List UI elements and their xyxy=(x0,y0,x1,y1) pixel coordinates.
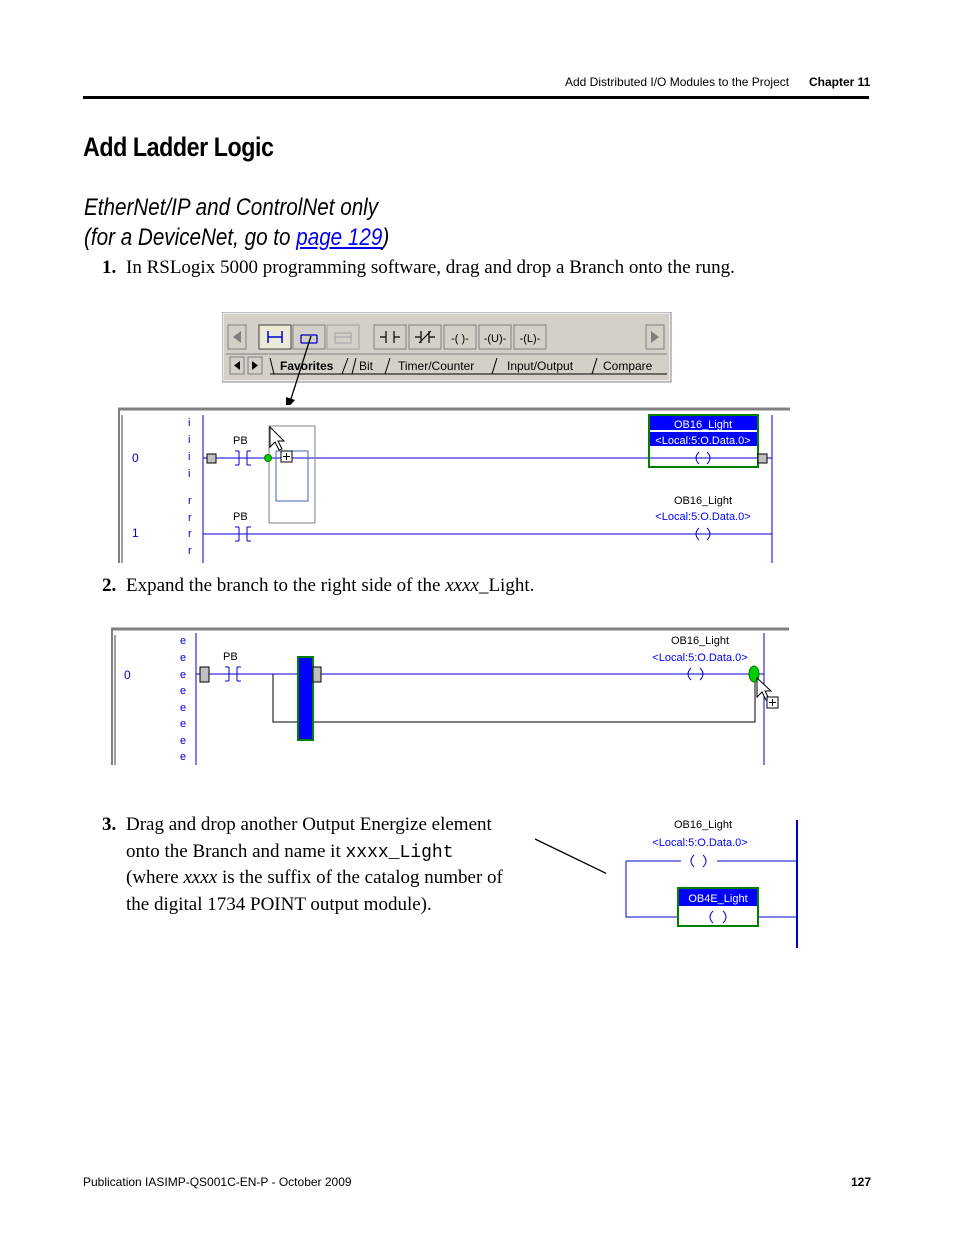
rung-number-0: 0 xyxy=(124,668,131,682)
rail-letter: e xyxy=(180,635,187,647)
step-number: 3. xyxy=(102,814,117,835)
rail-letter: i xyxy=(188,434,191,446)
output-address-selected: <Local:5:O.Data.0> xyxy=(655,435,751,447)
rail-letter: r xyxy=(188,545,192,557)
ladder-editor-2 xyxy=(111,625,789,765)
otl-icon: -(U)- xyxy=(483,333,507,345)
output-tag: OB16_Light xyxy=(673,819,733,831)
xio-button[interactable] xyxy=(409,325,441,349)
page-number: 127 xyxy=(851,1175,872,1189)
rail-letter: r xyxy=(188,528,192,540)
otu-button[interactable] xyxy=(479,325,511,349)
rail-letter: e xyxy=(180,652,187,664)
step-2 xyxy=(102,572,822,600)
subtitle-suffix: ) xyxy=(382,224,390,251)
header-rule xyxy=(83,96,869,99)
rail-letter: e xyxy=(180,685,187,697)
step-3 xyxy=(102,811,572,921)
output-tag: OB16_Light xyxy=(670,635,730,647)
output-address: <Local:5:O.Data.0> xyxy=(655,511,751,523)
running-header-section: Add Distributed I/O Modules to the Project xyxy=(565,75,790,89)
step-text-line3: (where xxxx is the suffix of the catalog number of xyxy=(126,867,503,888)
rail-letter: i xyxy=(188,451,191,463)
tab-scroll-left[interactable] xyxy=(230,357,244,374)
subtitle-line2 xyxy=(84,224,389,252)
rail-letter: e xyxy=(180,702,187,714)
step-text-line1: Drag and drop another Output Energize element xyxy=(126,814,492,835)
otu-icon: -(L)- xyxy=(519,333,541,345)
tab-bit[interactable]: Bit xyxy=(359,359,374,373)
new-output-tag[interactable]: OB4E_Light xyxy=(688,893,748,905)
output-tag-selected[interactable]: OB16_Light xyxy=(673,419,733,431)
output-address: <Local:5:O.Data.0> xyxy=(652,837,748,849)
toolbar-scroll-right[interactable] xyxy=(646,325,664,349)
selected-branch[interactable] xyxy=(298,657,313,740)
code-tag-name: xxxx_Light xyxy=(345,843,454,863)
rail-letter: e xyxy=(180,751,187,763)
tab-compare[interactable]: Compare xyxy=(603,359,653,373)
page-link[interactable]: page 129 xyxy=(296,224,383,251)
tab-timer-counter[interactable]: Timer/Counter xyxy=(398,359,475,373)
rail-letter: e xyxy=(180,735,187,747)
page-title: Add Ladder Logic xyxy=(83,132,274,162)
rail-letter: i xyxy=(188,468,191,480)
step-text-line4: the digital 1734 POINT output module). xyxy=(126,894,432,915)
rail-letter: e xyxy=(180,669,187,681)
subtitle-line1: EtherNet/IP and ControlNet only xyxy=(84,194,379,221)
drag-arrow-1 xyxy=(280,334,320,414)
step-number: 2. xyxy=(102,575,117,596)
step-text: In RSLogix 5000 programming software, drag and drop a Branch onto the rung. xyxy=(126,257,735,278)
step-number: 1. xyxy=(102,257,117,278)
contact-tag: PB xyxy=(233,435,248,447)
contact-tag: PB xyxy=(233,511,248,523)
rail-letter: i xyxy=(188,417,191,429)
running-header-chapter: Chapter 11 xyxy=(809,75,871,89)
disabled-button xyxy=(327,325,359,349)
rail-letter: r xyxy=(188,495,192,507)
step-text-line2: onto the Branch and name it xxxx_Light xyxy=(126,841,454,863)
tab-scroll-right[interactable] xyxy=(248,357,262,374)
rung-number-0: 0 xyxy=(132,451,139,465)
ladder-editor-3 xyxy=(606,818,806,948)
rung-number-1: 1 xyxy=(132,526,139,540)
ote-button[interactable] xyxy=(444,325,476,349)
xic-button[interactable] xyxy=(374,325,406,349)
output-tag: OB16_Light xyxy=(673,495,733,507)
step-text: Expand the branch to the right side of the xxxx_Light. xyxy=(126,575,535,596)
tab-favorites[interactable]: Favorites xyxy=(280,359,334,373)
ote-icon: -( )- xyxy=(451,333,469,345)
otl-button[interactable] xyxy=(514,325,546,349)
toolbar-scroll-left[interactable] xyxy=(228,325,246,349)
subtitle-prefix: (for a DeviceNet, go to xyxy=(84,224,297,251)
output-address: <Local:5:O.Data.0> xyxy=(652,652,748,664)
footer-publication: Publication IASIMP-QS001C-EN-P - October 2009 xyxy=(83,1175,352,1189)
rail-letter: r xyxy=(188,512,192,524)
ladder-editor-1 xyxy=(118,405,790,563)
step-1 xyxy=(102,254,822,282)
tab-input-output[interactable]: Input/Output xyxy=(507,359,574,373)
rail-letter: e xyxy=(180,718,187,730)
contact-tag: PB xyxy=(223,651,238,663)
